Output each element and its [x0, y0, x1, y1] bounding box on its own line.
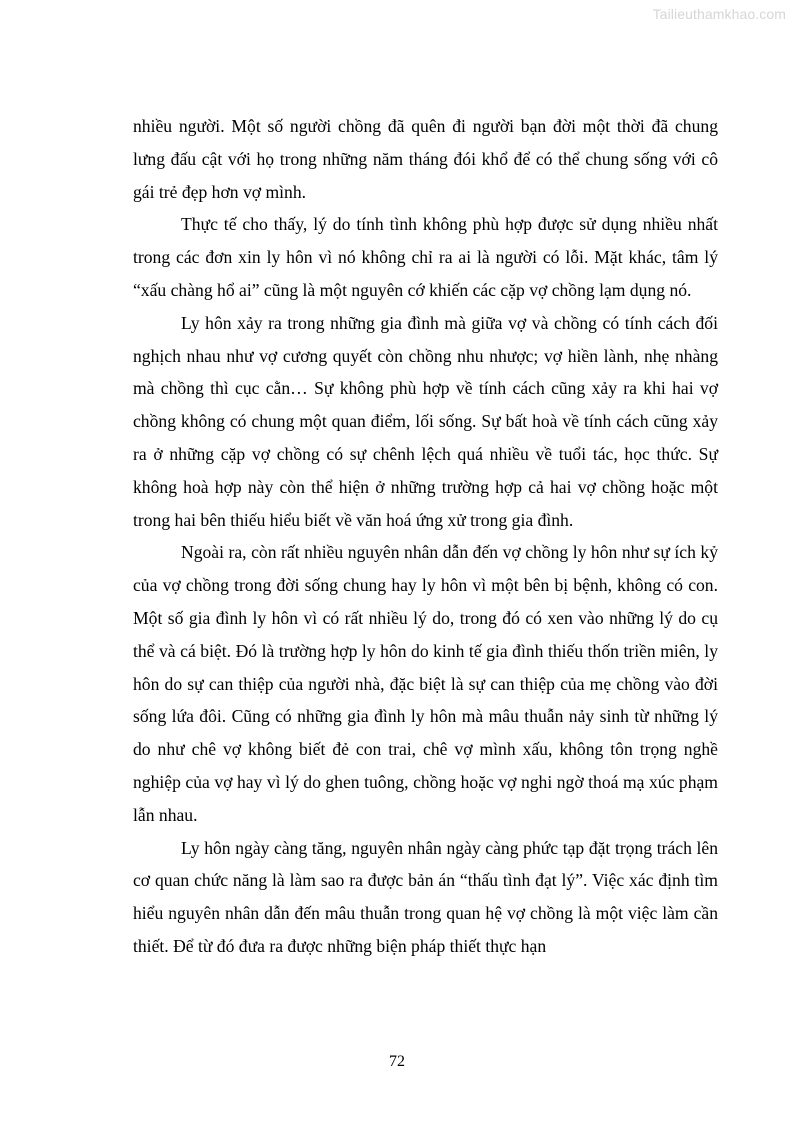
- paragraph-conflicting-characters: Ly hôn xảy ra trong những gia đình mà giữa vợ và chồng có tính cách đối nghịch nhau như vợ cương quyết còn chồng nhu nhược; vợ hiền lành, nhẹ nhàng mà chồng thì cục cằn… Sự không phù hợp về tính cách cũng xảy ra khi hai vợ chồng không có chung một quan điểm, lối sống. Sự bất hoà về tính cách cũng xảy ra ở những cặp vợ chồng có sự chênh lệch quá nhiều về tuổi tác, học thức. Sự không hoà hợp này còn thể hiện ở những trường hợp cả hai vợ chồng hoặc một trong hai bên thiếu hiểu biết về văn hoá ứng xử trong gia đình.: [133, 312, 718, 530]
- document-body: [133, 110, 718, 963]
- watermark-text: Tailieuthamkhao.com: [652, 6, 786, 22]
- paragraph-other-causes: Ngoài ra, còn rất nhiều nguyên nhân dẫn đến vợ chồng ly hôn như sự ích kỷ của vợ chồng trong đời sống chung hay ly hôn vì một bên bị bệnh, không có con. Một số gia đình ly hôn vì có rất nhiều lý do, trong đó có xen vào những lý do cụ thể và cá biệt. Đó là trường hợp ly hôn do kinh tế gia đình thiếu thốn triền miên, ly hôn do sự can thiệp của người nhà, đặc biệt là sự can thiệp của mẹ chồng vào đời sống lứa đôi. Cũng có những gia đình ly hôn mà mâu thuẫn nảy sinh từ những lý do như chê vợ không biết đẻ con trai, chê vợ mình xấu, không tôn trọng nghề nghiệp của vợ hay vì lý do ghen tuông, chồng hoặc vợ nghi ngờ thoá mạ xúc phạm lẫn nhau.: [133, 542, 718, 825]
- page-number: 72: [389, 1053, 405, 1070]
- paragraph-rising-divorce: Ly hôn ngày càng tăng, nguyên nhân ngày càng phức tạp đặt trọng trách lên cơ quan chức năng là làm sao ra được bản án “thấu tình đạt lý”. Việc xác định tìm hiểu nguyên nhân dẫn đến mâu thuẫn trong quan hệ vợ chồng là một việc làm cần thiết. Để từ đó đưa ra được những biện pháp thiết thực hạn: [133, 837, 718, 956]
- paragraph-personality-mismatch: Thực tế cho thấy, lý do tính tình không phù hợp được sử dụng nhiều nhất trong các đơn xin ly hôn vì nó không chỉ ra ai là người có lỗi. Mặt khác, tâm lý “xấu chàng hổ ai” cũng là một nguyên cớ khiến các cặp vợ chồng lạm dụng nó.: [133, 214, 718, 300]
- paragraph-continuation: nhiều người. Một số người chồng đã quên đi người bạn đời một thời đã chung lưng đấu cật với họ trong những năm tháng đói khổ để có thể chung sống với cô gái trẻ đẹp hơn vợ mình.: [133, 116, 718, 202]
